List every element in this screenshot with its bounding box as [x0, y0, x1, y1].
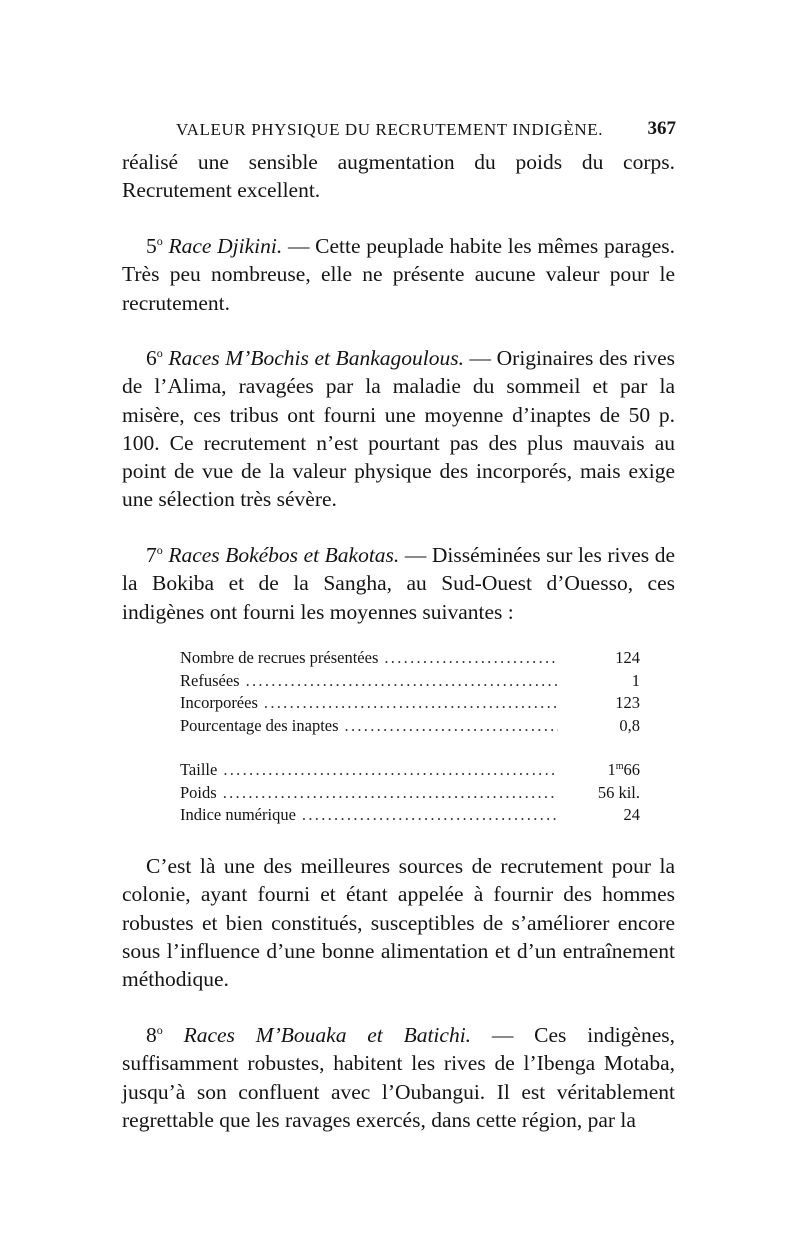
stat-label: Taille: [180, 760, 218, 779]
running-head-title: VALEUR PHYSIQUE DU RECRUTEMENT INDIGÈNE.: [176, 120, 604, 139]
item-heading: Race Djikini.: [168, 234, 283, 258]
item-number: 5: [146, 234, 157, 258]
stat-label: Refusées: [180, 670, 240, 690]
physique-stats-table: [180, 760, 640, 828]
stat-value: 0,8: [619, 715, 640, 735]
stat-value: 24: [623, 805, 640, 825]
stat-value: 124: [615, 648, 640, 667]
recruitment-stats-table: [180, 648, 640, 738]
item-heading: Races Bokébos et Bakotas.: [168, 543, 400, 567]
dot-leader: [223, 783, 558, 803]
stat-value: [564, 760, 640, 780]
stat-row: [180, 671, 640, 694]
stat-value: 1: [631, 670, 640, 690]
value-fraction: 66: [623, 760, 640, 779]
stat-row: [180, 760, 640, 783]
paragraph-text: — Ces indigènes, suffisamment robustes, habitent les rives de l’Ibenga Motaba, jusqu’à son confluent avec l’Oubangui. Il est véritablement regrettable que les ravages exercés, dans cette région, par la: [122, 1023, 676, 1132]
stat-row: [180, 693, 640, 716]
paragraph-text: — Originaires des rives de l’Alima, ravagées par la maladie du sommeil et par la misère, ces tribus ont fourni une moyenne d’inaptes de 50 p. 100. Ce recrutement n’est pourtant pas des plus mauvais au point de vue de la valeur physique des incorporés, mais exige une sélection très sévère.: [122, 346, 675, 512]
paragraph-text: C’est là une des meilleures sources de recrutement pour la colonie, ayant fourni et étant appelée à fournir des hommes robustes et bien constitués, susceptibles de s’améliorer encore sous l’influence d’une bonne alimentation et d’un entraînement méthodique.: [122, 854, 675, 992]
page-number: 367: [647, 118, 676, 139]
stat-row: [180, 783, 640, 806]
dot-leader: [223, 760, 558, 780]
item-heading: Races M’Bochis et Bankagoulous.: [168, 346, 464, 370]
stat-label: Indice numérique: [180, 805, 296, 825]
unit-marker: m: [615, 761, 624, 772]
stat-value: 123: [615, 693, 640, 713]
ordinal-marker: o: [156, 346, 163, 360]
value-integer: 1: [607, 760, 616, 779]
dot-leader: [246, 671, 558, 691]
paragraph-races-mbouaka: [122, 1021, 675, 1134]
running-head: [122, 118, 678, 144]
paragraph-conclusion: [122, 852, 675, 993]
stat-label: Nombre de recrues présentées: [180, 648, 379, 667]
stat-label: Poids: [180, 782, 217, 802]
dot-leader: [345, 716, 558, 736]
dot-leader: [264, 693, 558, 713]
item-number: 6: [146, 346, 157, 370]
item-heading: Races M’Bouaka et Batichi.: [183, 1023, 472, 1047]
paragraph-text: — Disséminées sur les rives de la Bokiba et de la Sangha, au Sud-Ouest d’Ouesso, ces indigènes ont fourni les moyennes suivantes :: [122, 543, 676, 624]
stat-row: [180, 648, 640, 671]
stat-value: 56 kil.: [597, 782, 640, 802]
stat-label: Incorporées: [180, 693, 258, 713]
ordinal-marker: o: [156, 234, 163, 248]
stat-row: [180, 716, 640, 739]
paragraph-text: réalisé une sensible augmentation du poids du corps. Recrutement excellent.: [122, 150, 675, 203]
paragraph-text: — Cette peuplade habite les mêmes parages. Très peu nombreuse, elle ne présente aucune valeur pour le recrutement.: [122, 234, 675, 315]
item-number: 7: [146, 543, 157, 567]
dot-leader: [302, 805, 558, 825]
paragraph-races-bokebos: [122, 541, 675, 626]
paragraph-races-mbochis: [122, 344, 675, 514]
paragraph-race-djikini: [122, 232, 675, 317]
item-number: 8: [146, 1023, 157, 1047]
dot-leader: [384, 648, 558, 668]
ordinal-marker: o: [156, 543, 163, 557]
paragraph-continued: [122, 148, 675, 205]
stat-label: Pourcentage des inaptes: [180, 715, 339, 735]
ordinal-marker: o: [156, 1023, 163, 1037]
stat-row: [180, 805, 640, 828]
